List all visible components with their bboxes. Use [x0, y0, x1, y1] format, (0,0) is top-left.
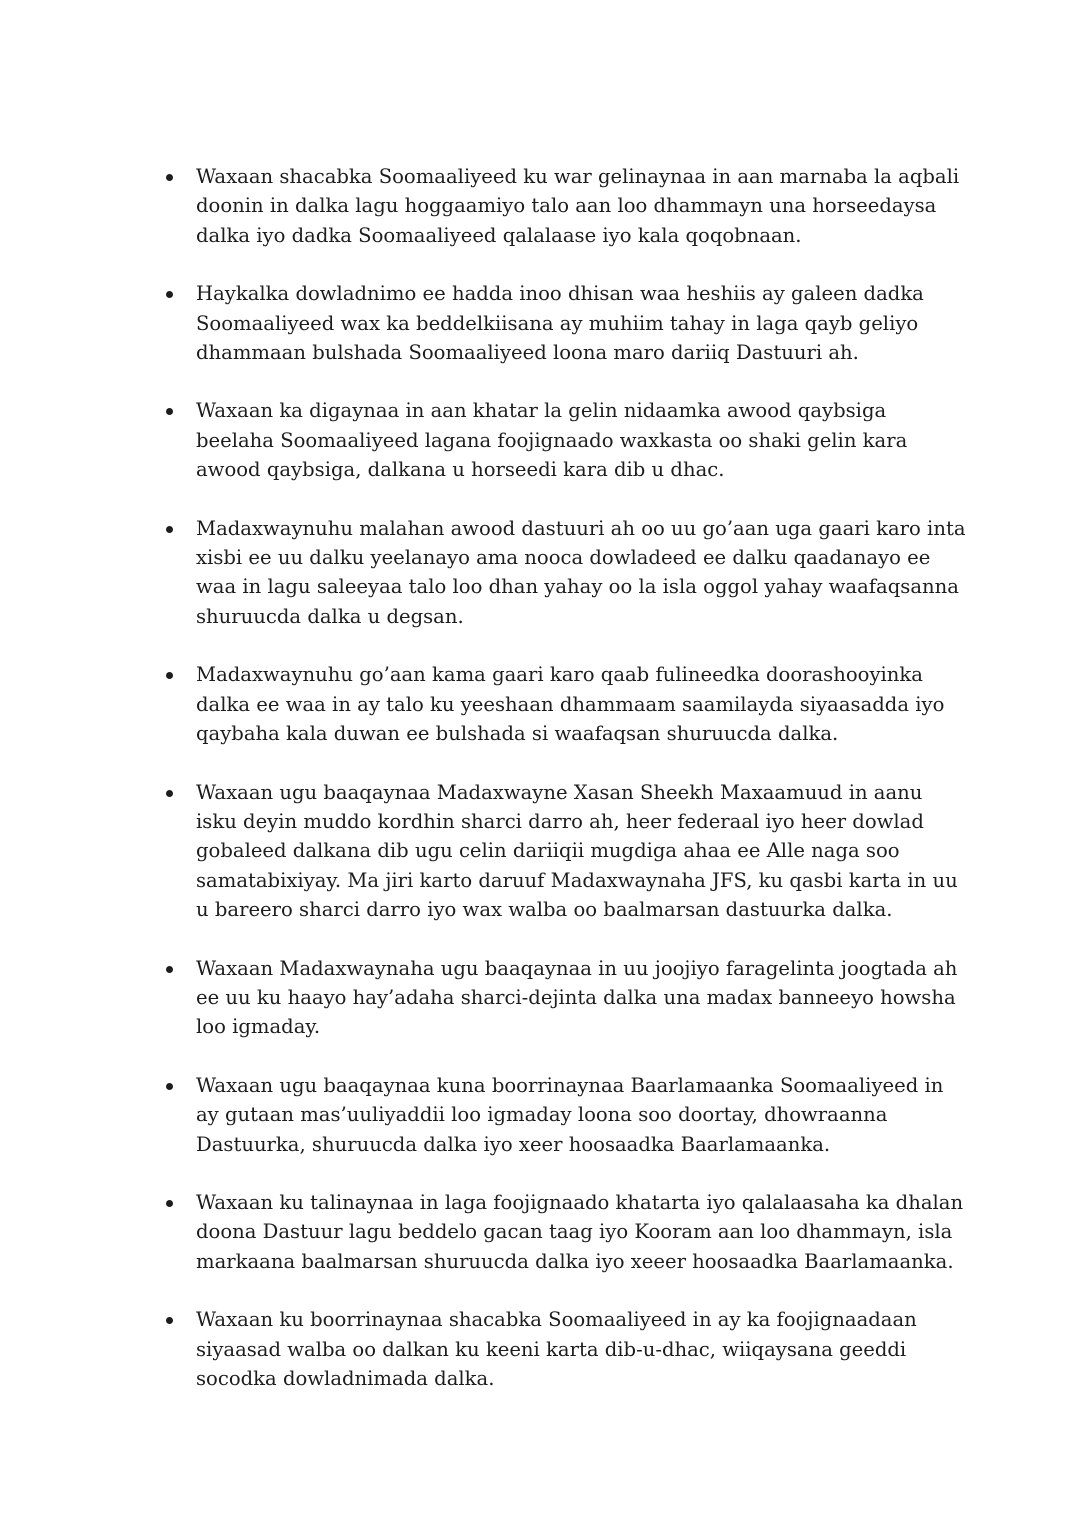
bullet-item-4	[0, 514, 966, 632]
bullet-item-3	[0, 396, 966, 484]
bullet-text: Waxaan ku boorrinaynaa shacabka Soomaaliyeed in ay ka foojignaadaan siyaasad walba oo dalkan ku keeni karta dib-u-dhac, wiiqaysana geeddi socodka dowladnimada dalka.	[196, 1308, 917, 1390]
bullet-dot-icon	[166, 174, 173, 181]
bullet-item-7	[0, 954, 966, 1042]
bullet-text: Waxaan shacabka Soomaaliyeed ku war gelinaynaa in aan marnaba la aqbali doonin in dalka lagu hoggaamiyo talo aan loo dhammayn una horseedaysa dalka iyo dadka Soomaaliyeed qalalaase iyo kala qoqobnaan.	[196, 165, 960, 247]
bullet-text: Waxaan ka digaynaa in aan khatar la gelin nidaamka awood qaybsiga beelaha Soomaaliyeed lagana foojignaado waxkasta oo shaki gelin kara awood qaybsiga, dalkana u horseedi kara dib u dhac.	[196, 399, 908, 482]
bullet-dot-icon	[166, 1200, 173, 1207]
bullet-text: Madaxwaynuhu malahan awood dastuuri ah oo uu go’aan uga gaari karo inta xisbi ee uu dalku yeelanayo ama nooca dowladeed ee dalku qaadanayo ee waa in lagu saleeyaa talo loo dhan yahay oo la isla oggol yahay waafaqsanna shuruucda dalka u degsan.	[196, 516, 966, 628]
bullet-text: Waxaan ku talinaynaa in laga foojignaado khatarta iyo qalalaasaha ka dhalan doona Dastuur lagu beddelo gacan taag iyo Kooram aan loo dhammayn, isla markaana baalmarsan shuruucda dalka iyo xeeer hoosaadka Baarlamaanka.	[196, 1190, 964, 1273]
bullet-dot-icon	[166, 408, 173, 415]
bullet-dot-icon	[166, 526, 173, 533]
bullet-item-2	[0, 279, 966, 367]
bullet-dot-icon	[166, 1083, 173, 1090]
bullet-item-9	[0, 1188, 966, 1276]
bullet-text: Madaxwaynuhu go’aan kama gaari karo qaab fulineedka doorashooyinka dalka ee waa in ay talo ku yeeshaan dhammaam saamilayda siyaasadda iyo qaybaha kala duwan ee bulshada si waafaqsan shuruucda dalka.	[196, 663, 945, 746]
bullet-text: Waxaan Madaxwaynaha ugu baaqaynaa in uu joojiyo faragelinta joogtada ah ee uu ku haayo hay’adaha sharci-dejinta dalka una madax banneeyo howsha loo igmaday.	[196, 956, 958, 1039]
bullet-text: Waxaan ugu baaqaynaa kuna boorrinaynaa Baarlamaanka Soomaaliyeed in ay gutaan mas’uuliyaddii loo igmaday loona soo doortay, dhowraanna Dastuurka, shuruucda dalka iyo xeer hoosaadka Baarlamaanka.	[196, 1073, 944, 1156]
bullet-dot-icon	[166, 672, 173, 679]
bullet-item-1	[0, 162, 966, 250]
statement-bullet-list	[0, 162, 1080, 1422]
bullet-text: Haykalka dowladnimo ee hadda inoo dhisan waa heshiis ay galeen dadka Soomaaliyeed wax ka beddelkiisana ay muhiim tahay in laga qayb geliyo dhammaan bulshada Soomaaliyeed loona maro dariiq Dastuuri ah.	[196, 282, 924, 365]
bullet-dot-icon	[166, 790, 173, 797]
bullet-item-10	[0, 1305, 966, 1393]
bullet-dot-icon	[166, 966, 173, 973]
bullet-item-8	[0, 1071, 966, 1159]
bullet-dot-icon	[166, 291, 173, 298]
bullet-dot-icon	[166, 1317, 173, 1324]
bullet-text: Waxaan ugu baaqaynaa Madaxwayne Xasan Sheekh Maxaamuud in aanu isku deyin muddo kordhin sharci darro ah, heer federaal iyo heer dowlad gobaleed dalkana dib ugu celin dariiqii mugdiga ahaa ee Alle naga soo samatabixiyay. Ma jiri karto daruuf Madaxwaynaha JFS, ku qasbi karta in uu u bareero sharci darro iyo wax walba oo baalmarsan dastuurka dalka.	[196, 780, 958, 922]
bullet-item-5	[0, 660, 966, 748]
bullet-item-6	[0, 778, 966, 925]
